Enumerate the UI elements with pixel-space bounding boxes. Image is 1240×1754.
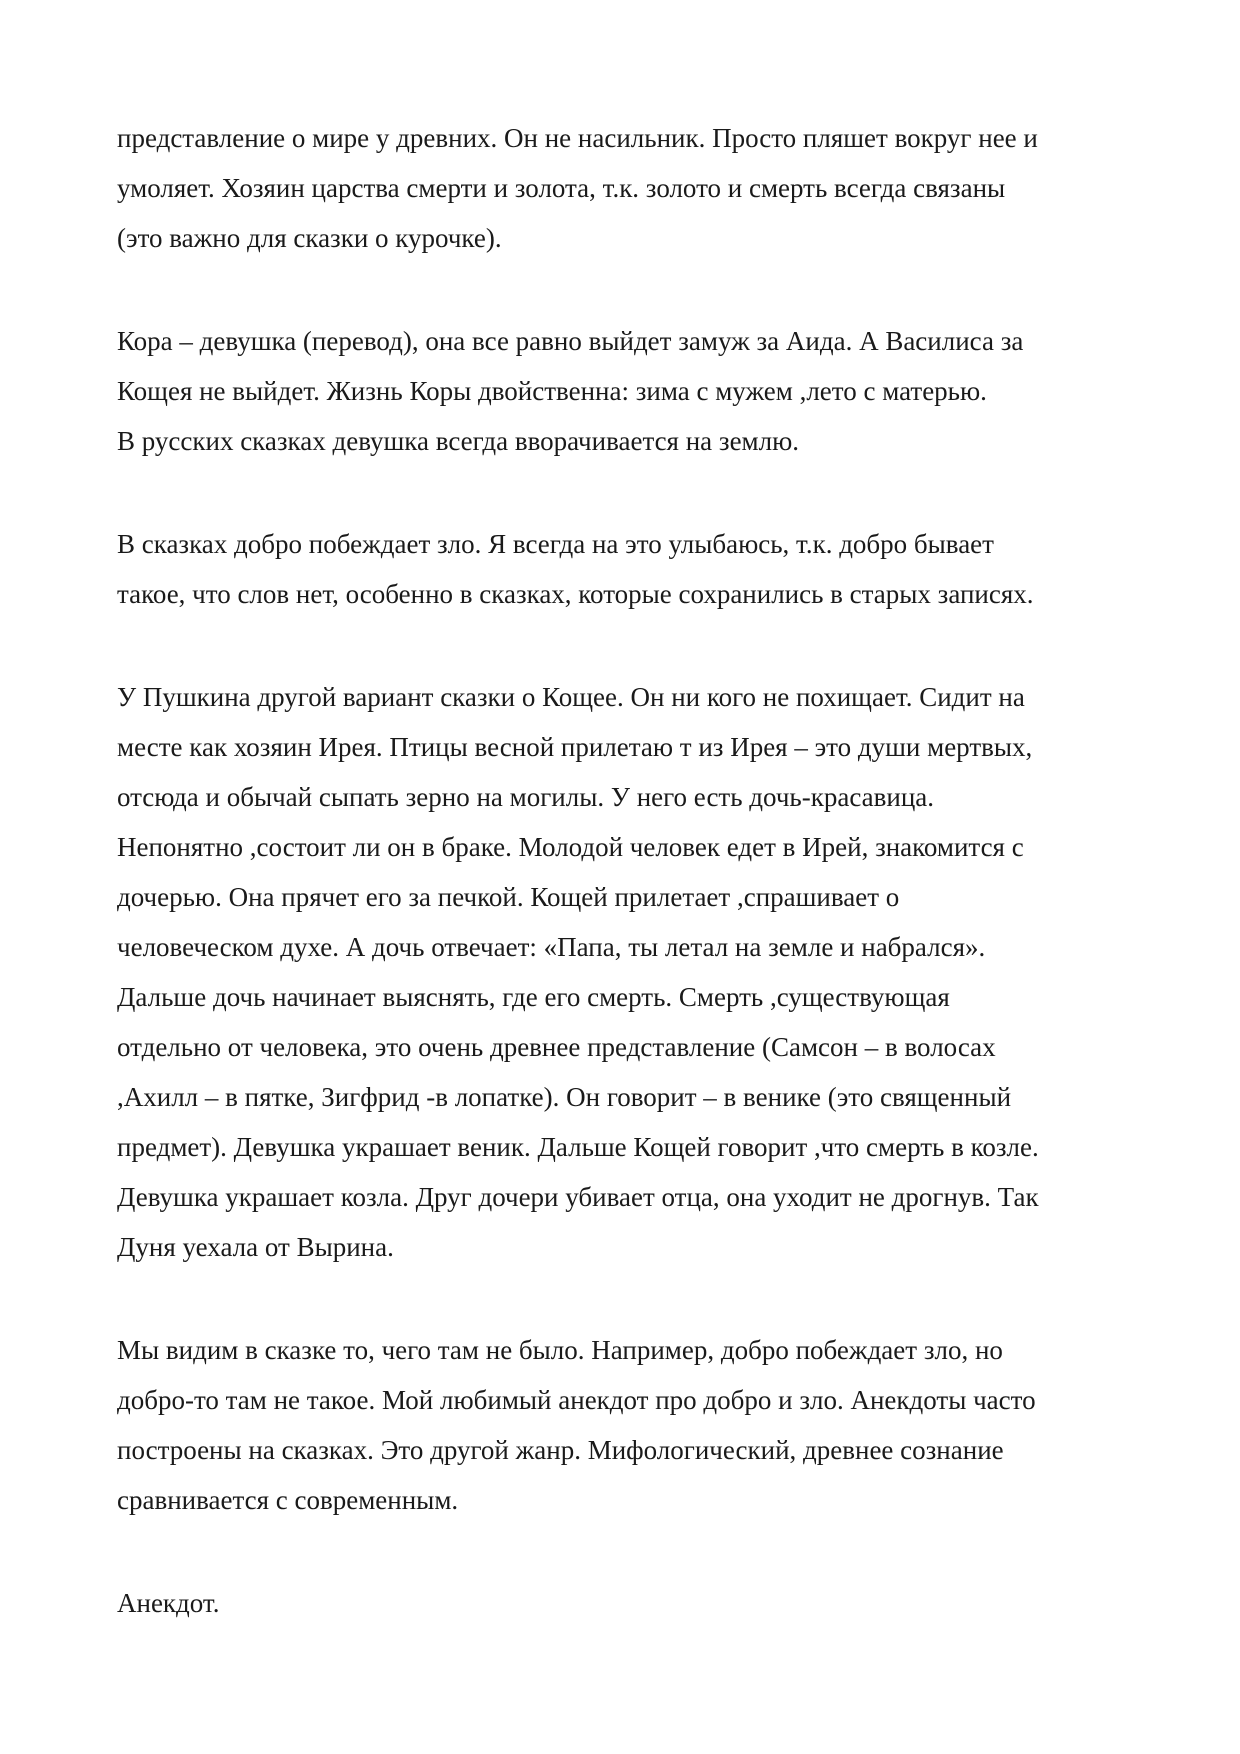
text-line: предмет). Девушка украшает веник. Дальше Кощей говорит ,что смерть в козле. bbox=[117, 1132, 1039, 1162]
text-line: умоляет. Хозяин царства смерти и золота, т.к. золото и смерть всегда связаны bbox=[117, 173, 1006, 203]
paragraph-5 bbox=[117, 1325, 1127, 1525]
text-line: Анекдот. bbox=[117, 1588, 220, 1618]
text-line: построены на сказках. Это другой жанр. Мифологический, древнее сознание bbox=[117, 1435, 1004, 1465]
text-line: человеческом духе. А дочь отвечает: «Папа, ты летал на земле и набрался». bbox=[117, 932, 986, 962]
text-line: ,Ахилл – в пятке, Зигфрид -в лопатке). Он говорит – в венике (это священный bbox=[117, 1082, 1012, 1112]
text-line: сравнивается с современным. bbox=[117, 1485, 459, 1515]
paragraph-1 bbox=[117, 113, 1127, 263]
text-line: У Пушкина другой вариант сказки о Кощее. Он ни кого не похищает. Сидит на bbox=[117, 682, 1025, 712]
text-line: Кора – девушка (перевод), она все равно выйдет замуж за Аида. А Василиса за bbox=[117, 326, 1024, 356]
text-line: В русских сказках девушка всегда вворачивается на землю. bbox=[117, 426, 800, 456]
text-line: представление о мире у древних. Он не насильник. Просто пляшет вокруг нее и bbox=[117, 123, 1038, 153]
body-text bbox=[117, 113, 1127, 1681]
text-line: Девушка украшает козла. Друг дочери убивает отца, она уходит не дрогнув. Так bbox=[117, 1182, 1039, 1212]
text-line: Дальше дочь начинает выяснять, где его смерть. Смерть ,существующая bbox=[117, 982, 950, 1012]
text-line: дочерью. Она прячет его за печкой. Кощей прилетает ,спрашивает о bbox=[117, 882, 900, 912]
text-line: отсюда и обычай сыпать зерно на могилы. У него есть дочь-красавица. bbox=[117, 782, 935, 812]
text-line: Мы видим в сказке то, чего там не было. Например, добро побеждает зло, но bbox=[117, 1335, 1003, 1365]
text-line: отдельно от человека, это очень древнее представление (Самсон – в волосах bbox=[117, 1032, 996, 1062]
text-line: В сказках добро побеждает зло. Я всегда на это улыбаюсь, т.к. добро бывает bbox=[117, 529, 994, 559]
text-line: (это важно для сказки о курочке). bbox=[117, 223, 502, 253]
text-line: добро-то там не такое. Мой любимый анекдот про добро и зло. Анекдоты часто bbox=[117, 1385, 1036, 1415]
paragraph-6 bbox=[117, 1578, 1127, 1628]
paragraph-2 bbox=[117, 316, 1127, 466]
paragraph-4 bbox=[117, 672, 1127, 1272]
text-line: такое, что слов нет, особенно в сказках, которые сохранились в старых записях. bbox=[117, 579, 1034, 609]
text-line: Дуня уехала от Вырина. bbox=[117, 1232, 394, 1262]
text-line: Непонятно ,состоит ли он в браке. Молодой человек едет в Ирей, знакомится с bbox=[117, 832, 1024, 862]
text-line: Кощея не выйдет. Жизнь Коры двойственна: зима с мужем ,лето с матерью. bbox=[117, 376, 987, 406]
paragraph-3 bbox=[117, 519, 1127, 619]
text-line: месте как хозяин Ирея. Птицы весной прилетаю т из Ирея – это души мертвых, bbox=[117, 732, 1033, 762]
